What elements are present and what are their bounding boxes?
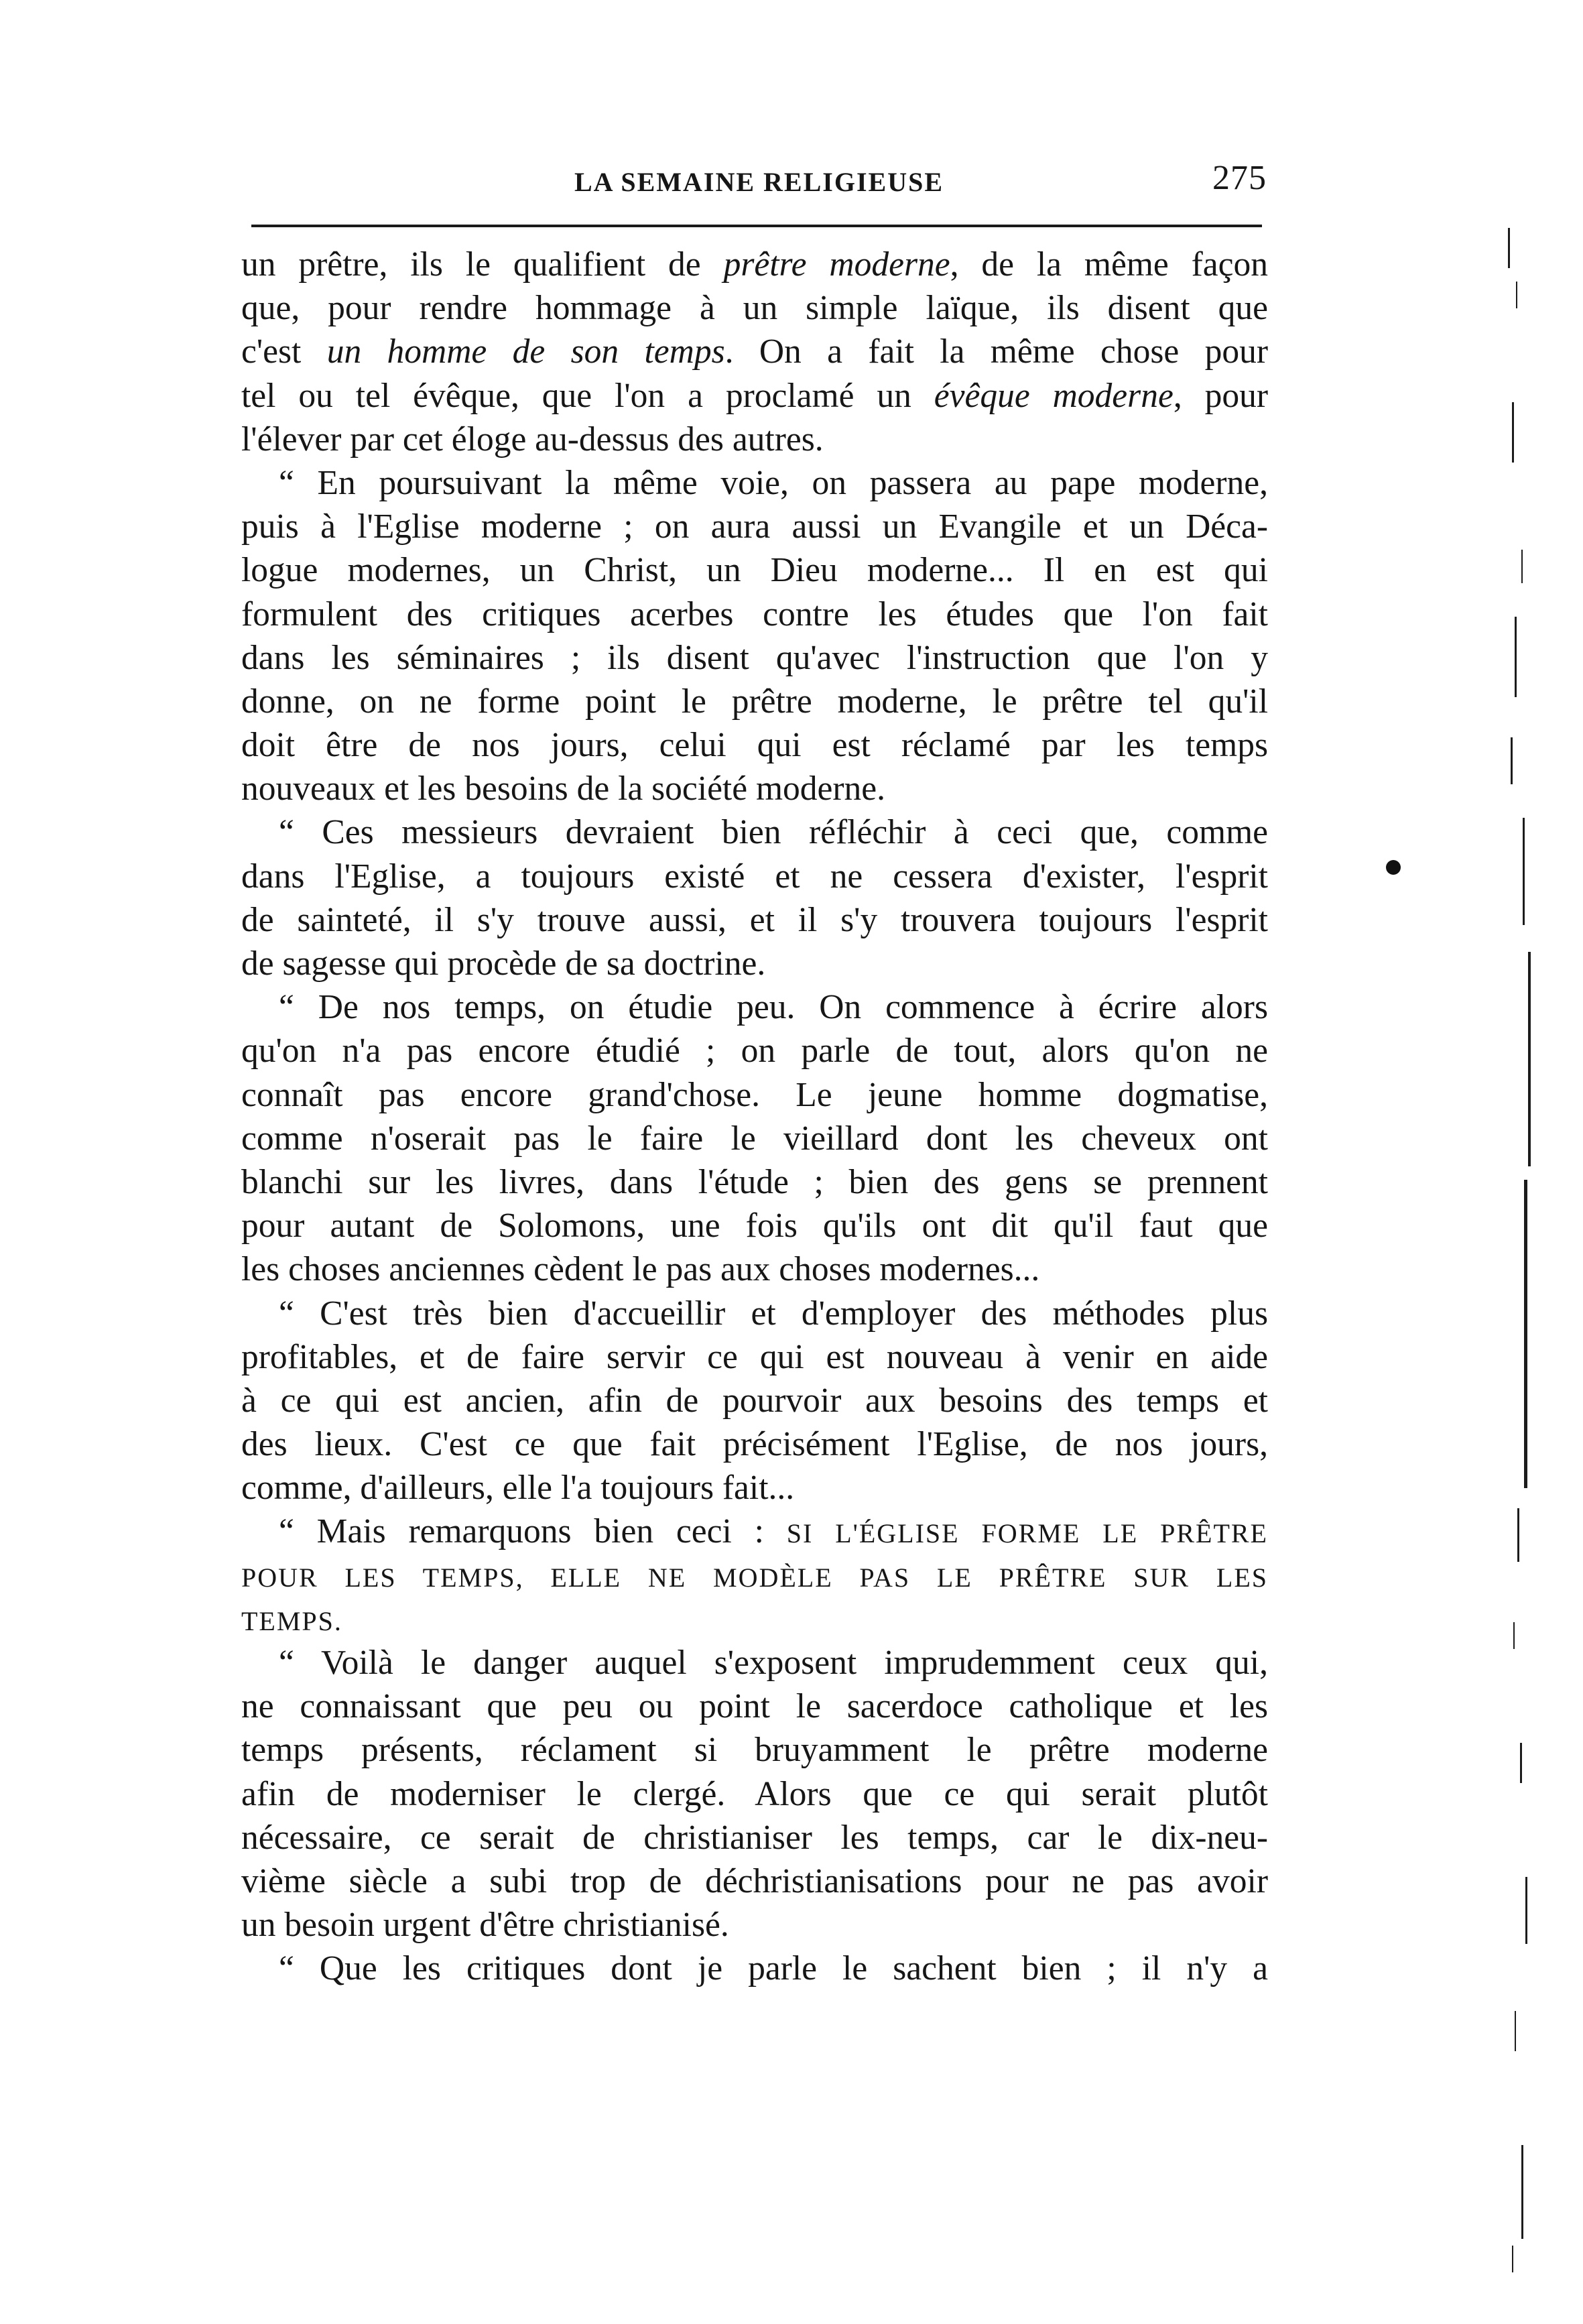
text-run: que, pour rendre hommage à un simple laïque, ils disent que: [241, 289, 1268, 328]
scan-artifact: [1511, 737, 1513, 784]
text-line: [241, 1816, 1268, 1859]
text-line: [241, 1247, 1268, 1291]
running-title: LA SEMAINE RELIGIEUSE: [574, 167, 944, 197]
small-caps-run: POUR LES TEMPS, ELLE NE MODÈLE PAS LE PRÊTRE SUR LES: [241, 1562, 1268, 1593]
text-line: [241, 1641, 1268, 1685]
scan-artifact: [1521, 550, 1523, 583]
text-run: dans les séminaires ; ils disent qu'avec l'instruction que l'on y: [241, 638, 1268, 677]
text-line: [241, 243, 1268, 286]
text-run: afin de moderniser le clergé. Alors que ce qui serait plutôt: [241, 1774, 1268, 1813]
text-run: “ De nos temps, on étudie peu. On commence à écrire alors: [279, 988, 1268, 1027]
text-line: [241, 723, 1268, 767]
scan-artifact: [1528, 952, 1531, 1166]
italic-run: un homme de son temps: [326, 332, 725, 371]
text-line: [241, 374, 1268, 418]
text-run: formulent des critiques acerbes contre les études que l'on fait: [241, 595, 1268, 633]
scan-artifact: [1512, 402, 1514, 463]
text-line: [241, 1029, 1268, 1073]
text-line: [241, 1160, 1268, 1204]
text-line: [241, 1073, 1268, 1117]
text-line: [241, 593, 1268, 636]
text-run: l'élever par cet éloge au-dessus des autres.: [241, 420, 824, 458]
scan-artifact: [1508, 228, 1510, 268]
text-line: [241, 461, 1268, 505]
scan-artifact: [1525, 1877, 1527, 1944]
body-text: [241, 243, 1268, 1991]
text-run: temps présents, réclament si bruyamment le prêtre moderne: [241, 1731, 1268, 1770]
text-run: profitables, et de faire servir ce qui est nouveau à venir en aide: [241, 1337, 1268, 1376]
text-line: [241, 548, 1268, 592]
text-line: [241, 1335, 1268, 1379]
scan-artifact: [1513, 1622, 1515, 1649]
text-line: [241, 1466, 1268, 1510]
text-run: . On a fait la même chose pour: [724, 332, 1268, 371]
text-run: blanchi sur les livres, dans l'étude ; bien des gens se prennent: [241, 1162, 1268, 1201]
italic-run: prêtre moderne: [723, 245, 950, 284]
ink-spot: [1386, 860, 1401, 875]
text-line: [241, 1597, 1268, 1641]
text-line: [241, 286, 1268, 330]
text-line: [241, 1510, 1268, 1553]
text-run: nouveaux et les besoins de la société moderne.: [241, 770, 886, 808]
text-run: “ En poursuivant la même voie, on passera au pape moderne,: [279, 463, 1268, 502]
text-run: pour autant de Solomons, une fois qu'ils ont dit qu'il faut que: [241, 1207, 1268, 1245]
text-run: des lieux. C'est ce que fait précisément l'Eglise, de nos jours,: [241, 1425, 1268, 1464]
text-line: [241, 1685, 1268, 1728]
text-line: [241, 942, 1268, 985]
page-number: 275: [1212, 159, 1267, 197]
text-run: “ Mais remarquons bien ceci :: [279, 1512, 787, 1551]
scan-artifact: [1520, 1743, 1522, 1783]
text-run: à ce qui est ancien, afin de pourvoir aux besoins des temps et: [241, 1381, 1268, 1420]
text-run: c'est: [241, 332, 327, 371]
scan-artifact: [1515, 617, 1517, 697]
italic-run: évêque moderne: [934, 376, 1174, 415]
text-run: un besoin urgent d'être christianisé.: [241, 1906, 729, 1945]
text-line: [241, 1947, 1268, 1990]
text-run: “ Ces messieurs devraient bien réfléchir à ceci que, comme: [279, 813, 1268, 852]
text-line: [241, 636, 1268, 680]
text-line: [241, 1554, 1268, 1597]
scan-artifact: [1524, 1180, 1527, 1488]
scan-artifact: [1521, 2145, 1523, 2239]
small-caps-run: TEMPS.: [241, 1605, 342, 1636]
text-run: dans l'Eglise, a toujours existé et ne cessera d'exister, l'esprit: [241, 857, 1268, 896]
text-run: “ Que les critiques dont je parle le sachent bien ; il n'y a: [279, 1949, 1268, 1988]
text-line: [241, 505, 1268, 548]
text-line: [241, 1204, 1268, 1247]
running-head: [251, 153, 1267, 213]
text-line: [241, 1728, 1268, 1772]
text-line: [241, 898, 1268, 942]
text-line: [241, 1903, 1268, 1947]
text-line: [241, 680, 1268, 723]
text-line: [241, 1379, 1268, 1422]
scan-artifact: [1523, 818, 1525, 925]
text-run: comme n'oserait pas le faire le vieillard dont les cheveux ont: [241, 1119, 1268, 1158]
text-line: [241, 1772, 1268, 1816]
text-line: [241, 1422, 1268, 1466]
text-line: [241, 810, 1268, 854]
text-run: qu'on n'a pas encore étudié ; on parle de tout, alors qu'on ne: [241, 1032, 1268, 1071]
text-run: “ C'est très bien d'accueillir et d'employer des méthodes plus: [279, 1294, 1268, 1333]
binding-edge-shadow: [1508, 201, 1548, 2279]
small-caps-run: SI L'ÉGLISE FORME LE PRÊTRE: [786, 1518, 1268, 1549]
text-line: [241, 330, 1268, 373]
text-line: [241, 985, 1268, 1029]
text-run: connaît pas encore grand'chose. Le jeune homme dogmatise,: [241, 1075, 1268, 1114]
text-line: [241, 418, 1268, 461]
text-line: [241, 1859, 1268, 1903]
text-run: “ Voilà le danger auquel s'exposent imprudemment ceux qui,: [279, 1644, 1268, 1682]
text-run: un prêtre, ils le qualifient de: [241, 245, 724, 284]
text-line: [241, 855, 1268, 898]
text-run: , pour: [1173, 376, 1268, 415]
scan-artifact: [1512, 2246, 1513, 2272]
text-run: logue modernes, un Christ, un Dieu moderne... Il en est qui: [241, 551, 1268, 590]
scan-artifact: [1517, 1508, 1519, 1562]
text-run: doit être de nos jours, celui qui est réclamé par les temps: [241, 726, 1268, 765]
header-rule: [251, 225, 1262, 227]
text-run: nécessaire, ce serait de christianiser les temps, car le dix-neu-: [241, 1818, 1268, 1857]
text-run: vième siècle a subi trop de déchristianisations pour ne pas avoir: [241, 1861, 1268, 1900]
text-line: [241, 1117, 1268, 1160]
scan-artifact: [1516, 282, 1517, 308]
text-run: de sainteté, il s'y trouve aussi, et il s'y trouvera toujours l'esprit: [241, 900, 1268, 939]
text-run: puis à l'Eglise moderne ; on aura aussi un Evangile et un Déca-: [241, 507, 1268, 546]
text-run: , de la même façon: [950, 245, 1268, 284]
text-line: [241, 767, 1268, 810]
scan-artifact: [1515, 2011, 1516, 2051]
text-run: donne, on ne forme point le prêtre moderne, le prêtre tel qu'il: [241, 682, 1268, 721]
text-run: tel ou tel évêque, que l'on a proclamé un: [241, 376, 934, 415]
text-run: ne connaissant que peu ou point le sacerdoce catholique et les: [241, 1687, 1268, 1726]
text-run: les choses anciennes cèdent le pas aux choses modernes...: [241, 1250, 1040, 1289]
text-line: [241, 1292, 1268, 1335]
text-run: de sagesse qui procède de sa doctrine.: [241, 944, 766, 983]
text-run: comme, d'ailleurs, elle l'a toujours fait...: [241, 1469, 795, 1508]
